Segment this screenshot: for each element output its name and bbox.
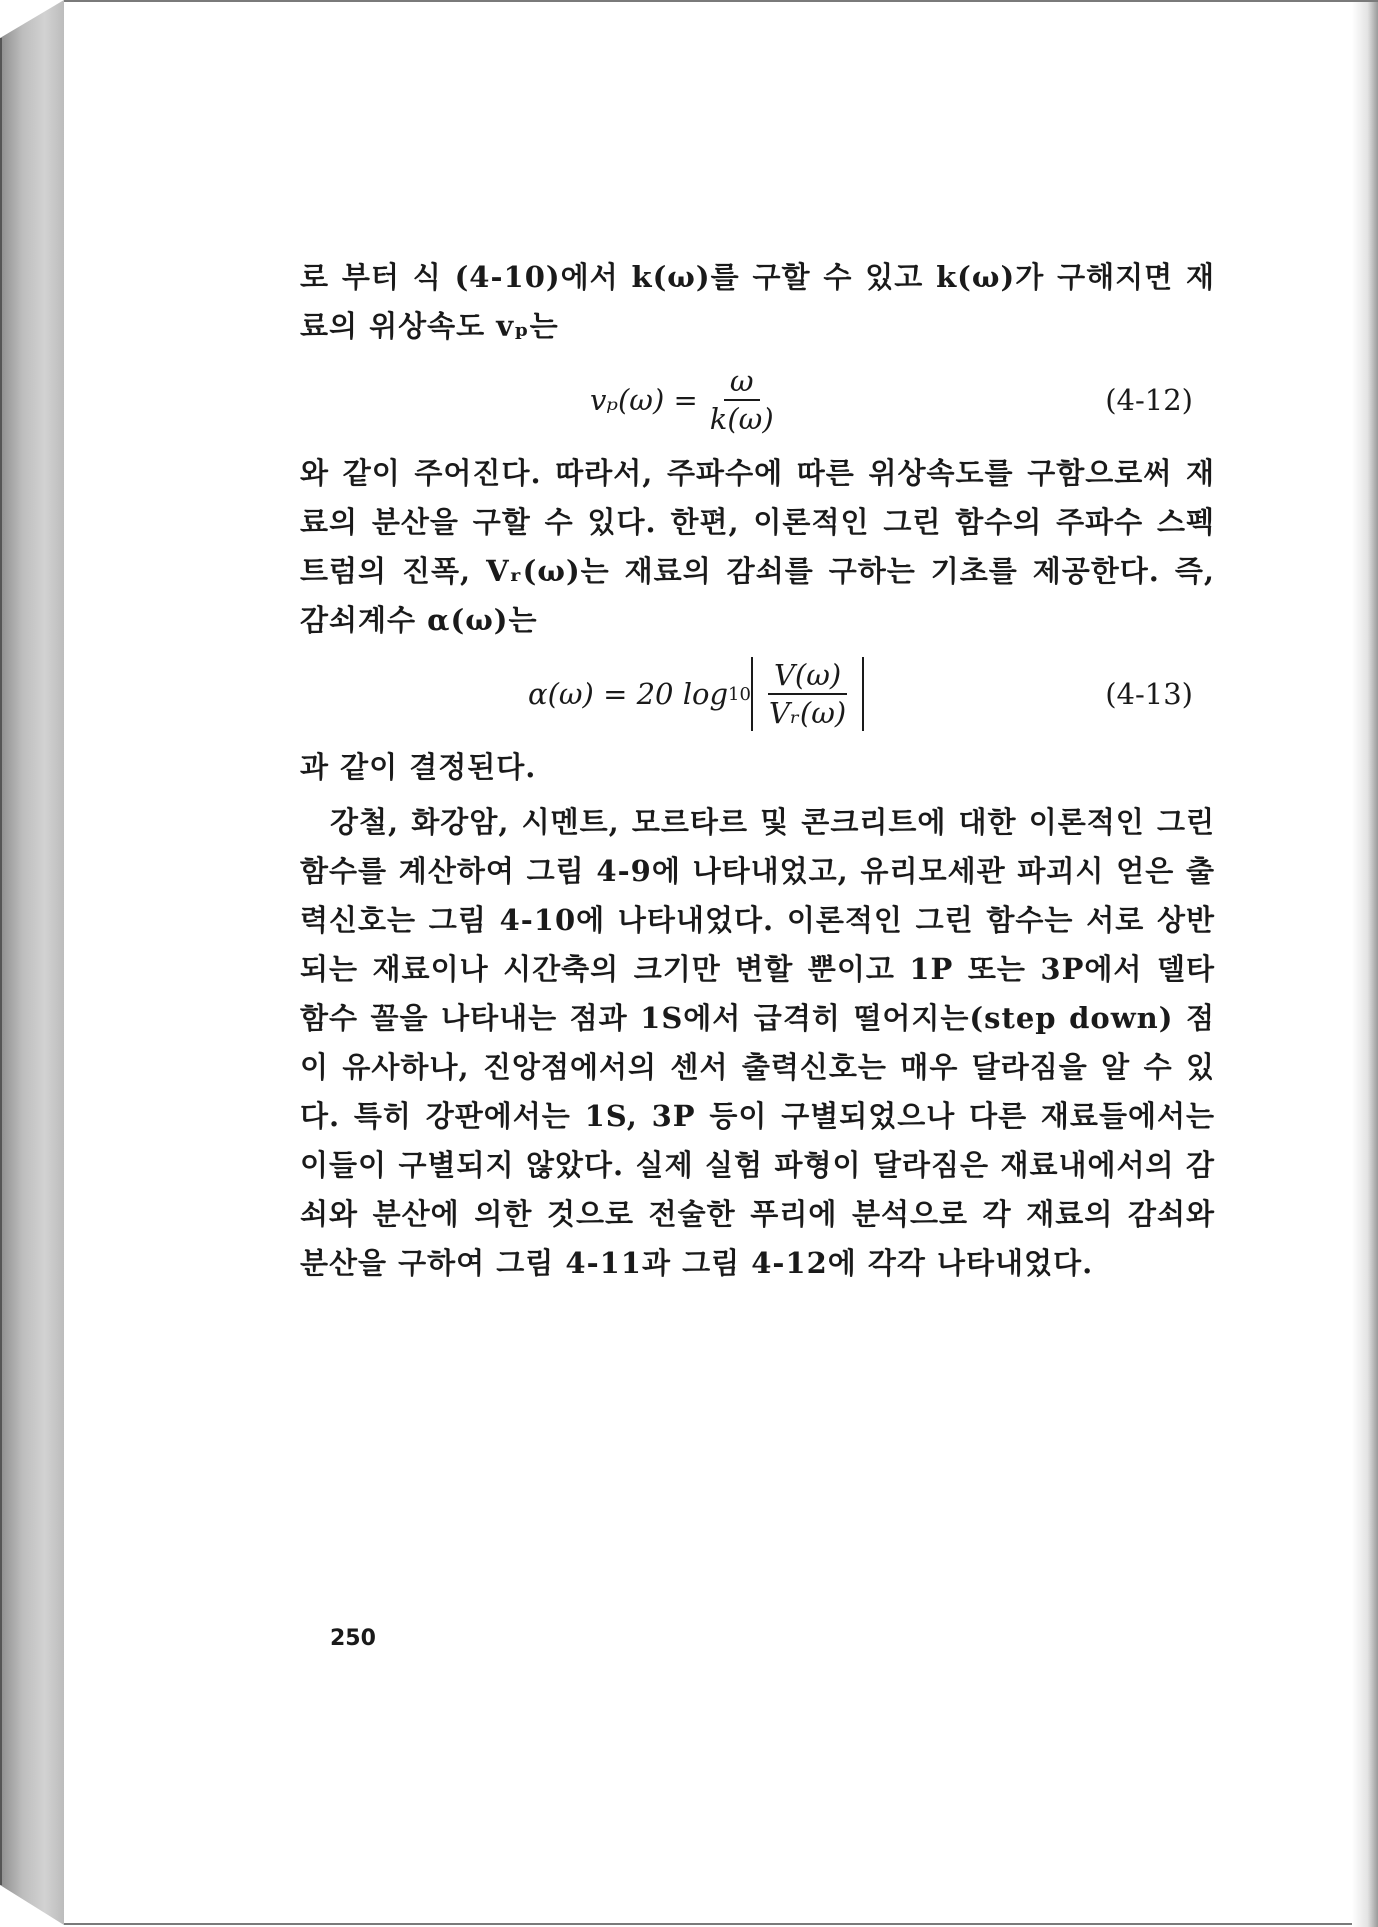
equation-4-12-numerator: ω	[724, 363, 760, 401]
equation-4-13-absolute-value	[751, 657, 864, 731]
paragraph-3: 과 같이 결정된다.	[300, 750, 537, 784]
page-number: 250	[330, 1626, 376, 1651]
equation-4-12-fraction	[704, 363, 780, 437]
equation-4-13-fraction	[763, 657, 852, 731]
paragraph-2: 와 같이 주어진다. 따라서, 주파수에 따른 위상속도를 구함으로써 재료의 분산을 구할 수 있다. 한편, 이론적인 그린 함수의 주파수 스펙트럼의 진폭, Vᵣ(ω)는 재료의 감쇠를 구하는 기초를 제공한다. 즉, 감쇠계수 α(ω)는	[300, 456, 1215, 637]
equation-4-12-lhs: vₚ(ω) =	[590, 383, 698, 417]
equation-4-13-log-base: 10	[728, 683, 751, 705]
equation-4-13-body	[528, 645, 864, 743]
paragraph-4: 강철, 화강암, 시멘트, 모르타르 및 콘크리트에 대한 이론적인 그린 함수를 계산하여 그림 4-9에 나타내었고, 유리모세관 파괴시 얻은 출력신호는 그림 4-10에 나타내었다. 이론적인 그린 함수는 서로 상반되는 재료이나 시간축의 크기만 변할 뿐이고 1P 또는 3P에서 델타 함수 꼴을 나타내는 점과 1S에서 급격히 떨어지는(step down) 점이 유사하나, 진앙점에서의 센서 출력신호는 매우 달라짐을 알 수 있다. 특히 강판에서는 1S, 3P 등이 구별되었으나 다른 재료들에서는 이들이 구별되지 않았다. 실제 실험 파형이 달라짐은 재료내에서의 감쇠와 분산에 의한 것으로 전술한 푸리에 분석으로 각 재료의 감쇠와 분산을 구하여 그림 4-11과 그림 4-12에 각각 나타내었다.	[300, 805, 1215, 1280]
paragraph-1: 로 부터 식 (4-10)에서 k(ω)를 구할 수 있고 k(ω)가 구해지면 재료의 위상속도 vₚ는	[300, 260, 1215, 343]
equation-4-12-denominator: k(ω)	[709, 402, 774, 436]
book-edge-line	[0, 38, 2, 1885]
equation-4-12-number: (4-12)	[1105, 383, 1193, 417]
equation-4-13-denominator: Vᵣ(ω)	[768, 696, 847, 730]
page-text-block	[300, 253, 1215, 1288]
book-edge	[0, 0, 64, 1925]
equation-4-13	[300, 645, 1215, 743]
equation-4-13-lhs: α(ω) = 20 log	[528, 677, 729, 711]
page-right-shade	[1352, 2, 1378, 1927]
equation-4-12-body	[590, 351, 786, 449]
equation-4-13-numerator: V(ω)	[768, 657, 847, 695]
equation-4-13-number: (4-13)	[1105, 677, 1193, 711]
equation-4-12	[300, 351, 1215, 449]
